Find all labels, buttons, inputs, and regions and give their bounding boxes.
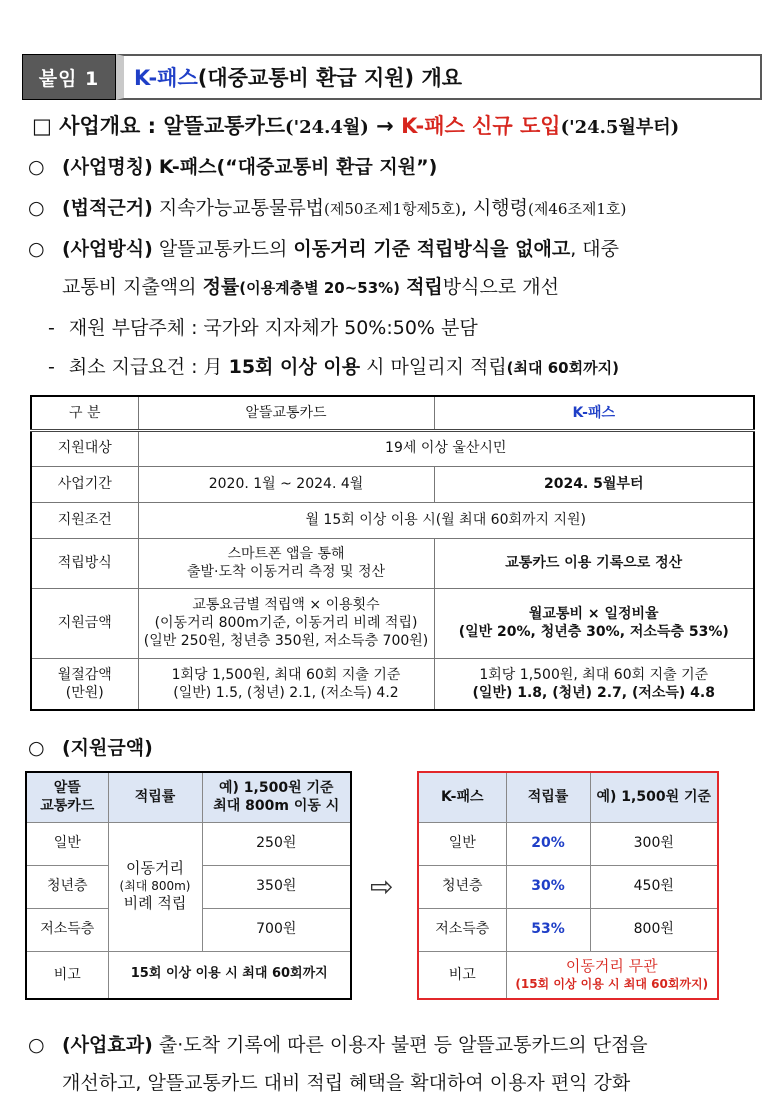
label-line1: 월절감액 [57, 666, 112, 683]
table-header-row [31, 396, 754, 430]
fund-text: 재원 부담주체 : 국가와 지자체가 50%:50% 분담 [68, 317, 478, 339]
old-line2: (일반) 1.5, (청년) 2.1, (저소득) 4.2 [173, 684, 399, 701]
law-label: (법적근거) [62, 197, 153, 219]
method-line2-e: 방식으로 개선 [442, 276, 559, 298]
row-label: 지원금액 [31, 588, 138, 658]
row-new-value: 2024. 5월부터 [434, 466, 754, 502]
note-line1: 이동거리 무관 [565, 957, 658, 976]
old-line1: 교통요금별 적립액 × 이용횟수 [192, 596, 380, 613]
dash-marker: - [48, 356, 55, 378]
row-new-value [434, 658, 754, 710]
overview-arrow: → [376, 114, 394, 138]
page-title [116, 54, 762, 100]
header-line1: 예) 1,500원 기준 [218, 780, 334, 797]
law-text: 지속가능교통물류법 [158, 197, 325, 219]
table-header-row [418, 772, 718, 822]
label-line2: (만원) [65, 684, 104, 701]
rate-line2: (최대 800m) [119, 878, 191, 893]
header-line2: 교통카드 [40, 798, 95, 815]
row-new-value: 교통카드 이용 기록으로 정산 [434, 538, 754, 588]
note-label: 비고 [26, 951, 108, 999]
note-value: 15회 이상 이용 시 최대 60회까지 [108, 951, 351, 999]
circle-bullet: ○ [28, 1034, 45, 1056]
row-old-value: 2020. 1월 ~ 2024. 4월 [138, 466, 434, 502]
table-row [418, 822, 718, 865]
table-row [26, 951, 351, 999]
row-old-value [138, 538, 434, 588]
bullet-effect [28, 1030, 648, 1057]
arrow-right-icon: ⇨ [370, 870, 394, 903]
new-line1: 1회당 1,500원, 최대 60회 지출 기준 [479, 666, 709, 683]
header-line2: 최대 800m 이동 시 [213, 798, 340, 815]
row-value: 19세 이상 울산시민 [138, 430, 754, 466]
table-row [31, 430, 754, 466]
circle-bullet: ○ [28, 197, 45, 219]
rate-cell [108, 822, 202, 951]
note-line2: (15회 이상 이용 시 최대 60회까지) [515, 976, 709, 991]
old-line1: 1회당 1,500원, 최대 60회 지출 기준 [171, 666, 401, 683]
bullet-method-line2 [62, 272, 559, 299]
row-new-value [434, 588, 754, 658]
table-row [418, 951, 718, 999]
effect-label: (사업효과) [62, 1034, 153, 1056]
law-mid: , 시행령 [460, 197, 529, 219]
row-label [31, 658, 138, 710]
overview-new-label: K-패스 신규 도입 [401, 114, 561, 138]
new-line1: 월교통비 × 일정비율 [528, 605, 659, 622]
amount-label: (지원금액) [62, 737, 153, 759]
row-old-value [138, 588, 434, 658]
header-card [26, 772, 108, 822]
square-bullet: □ [32, 114, 52, 138]
row-rate: 53% [506, 908, 590, 951]
method-text1: 알뜰교통카드의 [158, 238, 288, 260]
title-prefix: K-패스 [134, 66, 198, 90]
circle-bullet: ○ [28, 238, 45, 260]
table-row [31, 658, 754, 710]
overview-line [32, 110, 679, 140]
dash-min [48, 352, 619, 379]
header-example: 예) 1,500원 기준 [590, 772, 718, 822]
bullet-name [28, 152, 437, 179]
old-line2: 출발·도착 이동거리 측정 및 정산 [186, 564, 386, 580]
effect-text1: 출·도착 기록에 따른 이용자 불편 등 알뜰교통카드의 단점을 [158, 1034, 648, 1056]
circle-bullet: ○ [28, 156, 45, 178]
bullet-law [28, 193, 626, 220]
row-label: 저소득층 [418, 908, 506, 951]
title-bar [22, 54, 762, 100]
table-row [418, 908, 718, 951]
name-text: K-패스(“대중교통비 환급 지원”) [158, 156, 438, 178]
header-category: 구 분 [31, 396, 138, 430]
old-line3: (일반 250원, 청년층 350원, 저소득층 700원) [143, 633, 429, 650]
method-line2-a: 교통비 지출액의 [62, 276, 197, 298]
overview-from-date: ('24.4월) [285, 117, 369, 138]
old-card-rate-table [25, 771, 352, 1000]
row-label: 지원대상 [31, 430, 138, 466]
rate-line1: 이동거리 [126, 859, 184, 878]
header-example [202, 772, 351, 822]
old-line1: 스마트폰 앱을 통해 [227, 545, 345, 562]
header-kpass: K-패스 [434, 396, 754, 430]
row-value: 700원 [202, 908, 351, 951]
attachment-badge: 붙임 1 [22, 54, 116, 100]
row-rate: 20% [506, 822, 590, 865]
row-label: 청년층 [418, 865, 506, 908]
row-label: 청년층 [26, 865, 108, 908]
min-text2: 시 마일리지 적립 [366, 356, 507, 378]
dash-marker: - [48, 317, 55, 339]
kpass-rate-table [417, 771, 719, 1000]
table-row [418, 865, 718, 908]
dash-fund [48, 313, 478, 340]
bullet-amount [28, 733, 153, 760]
min-text1: 최소 지급요건 : 月 [68, 356, 223, 378]
table-row [31, 588, 754, 658]
row-label: 일반 [26, 822, 108, 865]
method-line2-c: (이용계층별 20~53%) [239, 279, 401, 297]
header-old-card: 알뜰교통카드 [138, 396, 434, 430]
table-row [31, 502, 754, 538]
row-label: 적립방식 [31, 538, 138, 588]
min-bold: 15회 이상 이용 [228, 356, 361, 378]
overview-label: 사업개요 : 알뜰교통카드 [59, 114, 286, 138]
rate-line3: 비례 적립 [123, 894, 187, 913]
row-value: 450원 [590, 865, 718, 908]
table-row [26, 822, 351, 865]
note-label: 비고 [418, 951, 506, 999]
row-label: 일반 [418, 822, 506, 865]
row-old-value [138, 658, 434, 710]
header-line1: 알뜰 [53, 780, 81, 797]
effect-text2: 개선하고, 알뜰교통카드 대비 적립 혜택을 확대하여 이용자 편익 강화 [62, 1072, 631, 1094]
bullet-effect-line2 [62, 1068, 630, 1095]
table-header-row [26, 772, 351, 822]
overview-to-date: ('24.5월부터) [560, 117, 680, 138]
row-value: 350원 [202, 865, 351, 908]
bullet-method [28, 234, 619, 261]
table-row [31, 538, 754, 588]
row-value: 800원 [590, 908, 718, 951]
method-line2-b: 정률 [202, 276, 240, 298]
row-value: 월 15회 이상 이용 시(월 최대 60회까지 지원) [138, 502, 754, 538]
new-line2: (일반 20%, 청년층 30%, 저소득층 53%) [458, 624, 729, 640]
row-value: 300원 [590, 822, 718, 865]
table-row [31, 466, 754, 502]
old-line2: (이동거리 800m기준, 이동거리 비례 적립) [154, 614, 418, 631]
header-rate: 적립률 [506, 772, 590, 822]
row-rate: 30% [506, 865, 590, 908]
header-rate: 적립률 [108, 772, 202, 822]
row-label: 사업기간 [31, 466, 138, 502]
circle-bullet: ○ [28, 737, 45, 759]
row-value: 250원 [202, 822, 351, 865]
new-line2: (일반) 1.8, (청년) 2.7, (저소득) 4.8 [472, 684, 715, 701]
row-label: 지원조건 [31, 502, 138, 538]
header-kpass: K-패스 [418, 772, 506, 822]
method-line2-d: 적립 [406, 276, 443, 298]
law-small1: (제50조제1항제5호) [324, 200, 461, 218]
name-label: (사업명칭) [62, 156, 153, 178]
law-small2: (제46조제1호) [528, 200, 627, 218]
min-small: (최대 60회까지) [506, 359, 619, 377]
method-bold1: 이동거리 기준 적립방식을 없애고 [293, 238, 571, 260]
note-value [506, 951, 718, 999]
title-rest: (대중교통비 환급 지원) 개요 [197, 66, 463, 90]
method-text2: , 대중 [570, 238, 619, 260]
row-label: 저소득층 [26, 908, 108, 951]
comparison-table [30, 395, 755, 711]
method-label: (사업방식) [62, 238, 153, 260]
